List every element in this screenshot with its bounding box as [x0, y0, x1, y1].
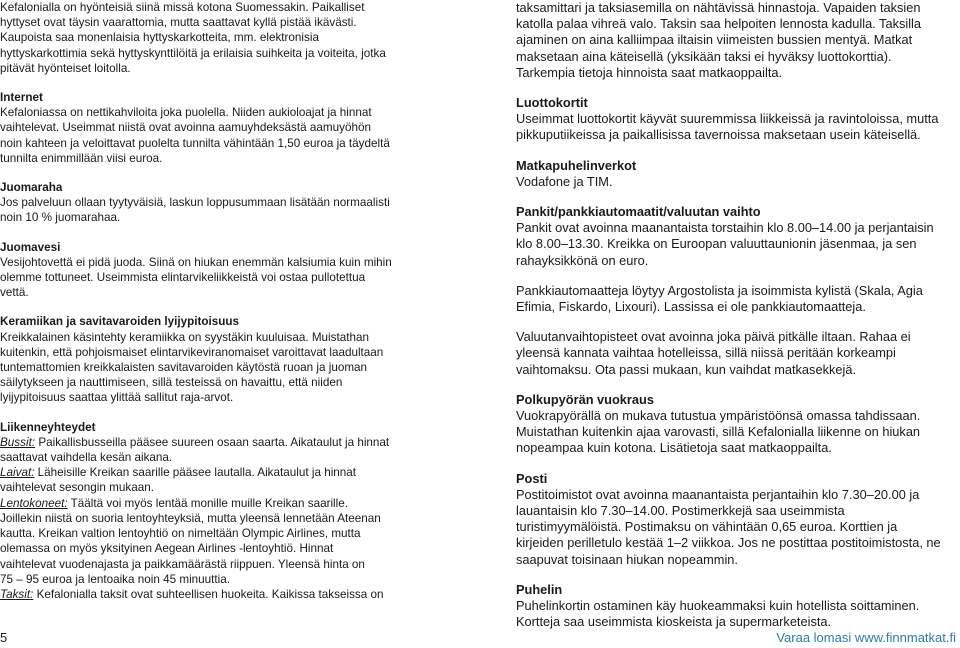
text-line: Useimmat luottokortit käyvät suuremmissa liikkeissä ja ravintoloissa, mutta	[516, 111, 939, 127]
text-line: vaihtelevat sesongin mukaan.	[0, 481, 154, 495]
bus-label: Bussit:	[0, 435, 36, 449]
section-heading: Puhelin	[516, 581, 563, 597]
text-line: hyttyset ovat täysin vaarattomia, mutta saattavat kyllä pistää ikävästi.	[0, 16, 357, 30]
text-line: Kefaloniallа on hyönteisiä siinä missä kotona Suomessakin. Paikalliset	[0, 1, 365, 14]
text-line: vaihtelevat vuodenajasta ja paikkamäärästä riippuen. Yleensä hinta on	[0, 557, 365, 571]
text-line: olemme tottuneet. Useimmista elintarvikeliikkeistä voi ostaa pullotettua	[0, 271, 366, 285]
text-line: noin kahteen ja veloittavat puolelta tunnilta vähintään 1,50 euroa ja täydeltä	[0, 136, 390, 150]
text-line: Pankit ovat avoinna maanantaista torstaihin klo 8.00–14.00 ja perjantaisin	[516, 220, 934, 236]
left-column	[0, 0, 452, 602]
text-line: turistimyymälöistä. Postimaksu on vähintään 0,65 euroa. Korttien ja	[516, 519, 898, 535]
text-span: Täältä voi myös lentää monille muille Kreikan saarille.	[67, 496, 349, 510]
text-line: katolla palaa vihreä valo. Taksin saa helpoiten lennosta kadulla. Taksilla	[516, 16, 922, 32]
text-line: kautta. Kreikan valtion lentoyhtiö on nimeltään Olympic Airlines, mutta	[0, 527, 361, 541]
text-line: Kefaloniassa on nettikahviloita joka puolella. Niiden aukioloajat ja hinnat	[0, 106, 372, 120]
text-line: yleensä kannata vaihtaa hotelleissa, sillä niissä peritään korkeampi	[516, 345, 896, 361]
text-line: saapuvat toisinaan hiukan nopeammin.	[516, 551, 738, 567]
section-heading: Matkapuhelinverkot	[516, 157, 637, 173]
section-heading: Liikenneyhteydet	[0, 420, 96, 434]
text-line: pitävät hyönteiset loitolla.	[0, 61, 131, 75]
ferry-label: Laivat:	[0, 466, 35, 480]
tip-section	[0, 180, 452, 226]
text-line: pikkuputiikeissa ja paikallisissa tavernoissa maksetaan usein käteisellä.	[516, 127, 921, 143]
text-line: nopeampaa kuin kotona. Lisätietoja saat matkaoppailta.	[516, 440, 832, 456]
taxi-continuation	[516, 0, 956, 81]
taxi-line	[0, 587, 452, 602]
text-line: Joillekin niistä on suoria lentoyhteyksiä, mutta yleensä lennetään Ateenan	[0, 511, 381, 525]
banks-section	[516, 204, 956, 378]
text-line: kuitenkin, että pohjoismaiset elintarvikeviranomaiset varoittavat laadultaan	[0, 345, 384, 359]
text-line: Muistathan kuitenkin ajaa varovasti, sillä Kefalonialla liikenne on hiukan	[516, 424, 921, 440]
text-line: rahayksikkönä on euro.	[516, 252, 649, 268]
text-line: vaihtomaksu. Ota passi mukaan, kun vaihdat matkasekkejä.	[516, 361, 856, 377]
text-line: Kaupoista saa monenlaisia hyttyskarkotteita, mm. elektronisia	[0, 31, 319, 45]
text-line: Vesijohtovettä ei pidä juoda. Siinä on hiukan enemmän kalsiumia kuin mihin	[0, 255, 392, 269]
text-span: Kefalonialla taksit ovat suhteellisen huokeita. Kaikissa takseissa on	[33, 587, 384, 601]
phone-section	[516, 582, 956, 631]
bicycle-rental-section	[516, 392, 956, 457]
section-heading: Luottokortit	[516, 95, 588, 111]
plane-line	[0, 496, 452, 511]
text-line: hyttyskarkottimia sekä hyttyskynttilöitä ja erilaisia suihkeita ja voiteita, jotka	[0, 46, 386, 60]
post-section	[516, 471, 956, 568]
text-line: 75 – 95 euroa ja lentoaika noin 45 minuuttia.	[0, 572, 231, 586]
transport-section	[0, 420, 452, 602]
text-line: noin 10 % juomarahaa.	[0, 211, 121, 225]
internet-section	[0, 90, 452, 166]
section-heading: Internet	[0, 91, 43, 105]
section-heading: Polkupyörän vuokraus	[516, 391, 654, 407]
plane-label: Lentokoneet:	[0, 496, 68, 510]
text-line: lauantaisin klo 7.30–14.00. Postimerkkejä saa useimmista	[516, 503, 845, 519]
section-heading: Keramiikan ja savitavaroiden lyijypitoisuus	[0, 315, 240, 329]
text-line: kirjeiden perilletulo kestää 1–2 viikkoa. Jos ne postittaa postitoimistosta, ne	[516, 535, 941, 551]
ceramics-section	[0, 314, 452, 405]
water-section	[0, 240, 452, 301]
text-line: Puhelinkortin ostaminen käy huokeammaksi kuin hotellista soittaminen.	[516, 598, 920, 614]
text-line: Vodafone ja TIM.	[516, 173, 613, 189]
text-line: ajaminen on aina kalliimpaa iltaisin viimeisten bussien mentyä. Matkat	[516, 32, 913, 48]
text-line: vettä.	[0, 286, 29, 300]
text-line: Valuutanvaihtopisteet ovat avoinna joka päivä pitkälle iltaan. Rahaa ei	[516, 329, 911, 345]
text-line: Efimia, Fiskardo, Lixouri). Lassissa ei ole pankkiautomaatteja.	[516, 299, 866, 315]
mobile-networks-section	[516, 158, 956, 190]
credit-cards-section	[516, 95, 956, 144]
text-line: Pankkiautomaatteja löytyy Argostolista ja isoimmista kylistä (Skala, Agia	[516, 282, 923, 298]
text-line: tunnilta enimmillään viisi euroa.	[0, 151, 163, 165]
text-span: Paikallisbusseilla pääsee suureen osaan saarta. Aikataulut ja hinnat	[35, 435, 390, 449]
text-line: Jos palveluun ollaan tyytyväisiä, laskun loppusummaan lisätään normaalisti	[0, 196, 390, 210]
bus-line	[0, 435, 452, 450]
section-heading: Juomaraha	[0, 181, 63, 195]
section-heading: Posti	[516, 470, 548, 486]
text-line: taksamittari ja taksiasemilla on nähtävissä hinnastoja. Vapaiden taksien	[516, 0, 921, 15]
text-line: maksetaan aina käteisellä (yksikään taksi ei hyväksy luottokorttia).	[516, 48, 892, 64]
website-link[interactable]: Varaa lomasi www.finnmatkat.fi	[776, 630, 956, 645]
ferry-line	[0, 465, 452, 480]
text-line: tuntemattomien kreikkalaisten savitavaroiden käytöstä ruoan ja juoman	[0, 361, 368, 375]
text-line: Tarkempia tietoja hinnoista saat matkaoppailta.	[516, 64, 783, 80]
text-line: Vuokrapyörällä on mukava tutustua ympäristöönsä omassa tahdissaan.	[516, 408, 921, 424]
page-number: 5	[0, 630, 8, 645]
text-line: vaihtelevat. Useimmat niistä ovat avoinna aamuyhdeksästä aamuyöhön	[0, 121, 371, 135]
text-line: olemassa on myös yksityinen Aegean Airlines -lentoyhtiö. Hinnat	[0, 542, 334, 556]
section-heading: Pankit/pankkiautomaatit/valuutan vaihto	[516, 204, 761, 220]
text-line: säilytykseen ja nauttimiseen, sillä testeissä on havaittu, että niiden	[0, 376, 343, 390]
text-line: Kreikkalainen käsintehty keramiikka on syystäkin kuuluisaa. Muistathan	[0, 330, 369, 344]
text-span: Läheisille Kreikan saarille pääsee lautalla. Aikataulut ja hinnat	[34, 466, 357, 480]
text-line: Kortteja saa useimmista kioskeista ja supermarketeista.	[516, 614, 832, 630]
text-line: saattavat vaihdella kesän aikana.	[0, 451, 173, 465]
insects-paragraph	[0, 0, 452, 76]
text-line: lyijypitoisuus saattaa ylittää sallitut raja-arvot.	[0, 391, 234, 405]
text-line: Postitoimistot ovat avoinna maanantaista perjantaihin klo 7.30–20.00 ja	[516, 486, 920, 502]
section-heading: Juomavesi	[0, 240, 61, 254]
text-line: klo 8.00–13.30. Kreikka on Euroopan valuuttaunionin jäsenmaa, ja sen	[516, 236, 917, 252]
taxi-label: Taksit:	[0, 587, 34, 601]
right-column	[516, 0, 956, 631]
